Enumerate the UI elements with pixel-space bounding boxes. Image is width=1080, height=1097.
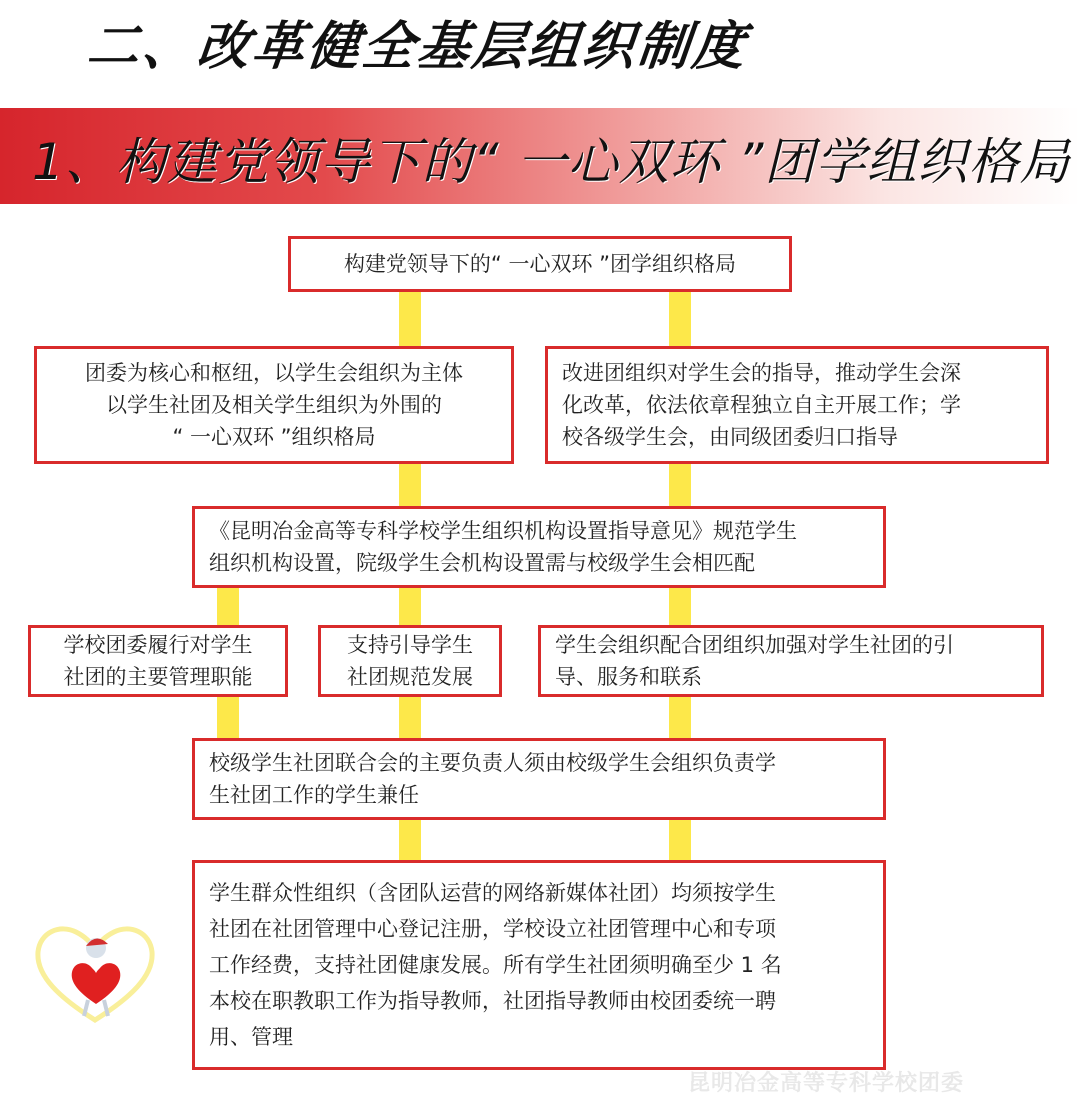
- watermark: 昆明冶金高等专科学校团委: [688, 1071, 965, 1096]
- page-title: 二、改革健全基层组织制度: [84, 17, 751, 77]
- connector-line: [669, 695, 691, 741]
- right-block-box: [545, 346, 1049, 464]
- box-line: 学生会组织配合团组织加强对学生社团的引: [555, 633, 954, 657]
- box-line: 社团的主要管理职能: [63, 665, 253, 689]
- connector-line: [217, 585, 239, 629]
- connector-line: [669, 290, 691, 350]
- connector-line: [399, 818, 421, 864]
- row3-right-box: [538, 625, 1044, 697]
- box-line: 本校在职教职工作为指导教师，社团指导教师由校团委统一聘: [209, 989, 776, 1013]
- box-line: 社团规范发展: [347, 665, 473, 689]
- box-line: 校级学生社团联合会的主要负责人须由校级学生会组织负责学: [209, 751, 776, 775]
- connector-line: [399, 462, 421, 510]
- box-line: 导、服务和联系: [555, 665, 702, 689]
- top-box: [288, 236, 792, 292]
- middle-block-box: [192, 506, 886, 588]
- row3-mid-box: [318, 625, 502, 697]
- box-line: 团委为核心和枢纽，以学生会组织为主体: [85, 361, 463, 385]
- bottom-box: [192, 860, 886, 1070]
- box-line: 《昆明冶金高等专科学校学生组织机构设置指导意见》规范学生: [209, 519, 797, 543]
- row3-left-box: [28, 625, 288, 697]
- left-block-box: [34, 346, 514, 464]
- box-line: 化改革，依法依章程独立自主开展工作；学: [562, 393, 961, 417]
- box-line: 生社团工作的学生兼任: [209, 783, 419, 807]
- top-box-text: 构建党领导下的“ 一心双环 ”团学组织格局: [343, 252, 737, 276]
- connector-line: [399, 695, 421, 741]
- box-line: 学校团委履行对学生: [63, 633, 253, 657]
- box-line: 支持引导学生: [347, 633, 473, 657]
- connector-line: [399, 585, 421, 629]
- row4-box: [192, 738, 886, 820]
- box-line: 组织机构设置，院级学生会机构设置需与校级学生会相匹配: [209, 551, 755, 575]
- box-line: 社团在社团管理中心登记注册，学校设立社团管理中心和专项: [209, 917, 776, 941]
- connector-line: [669, 462, 691, 510]
- section-banner-title: 1、构建党领导下的“ 一心双环 ”团学组织格局: [32, 133, 1071, 191]
- connector-line: [399, 290, 421, 350]
- connector-line: [669, 585, 691, 629]
- heart-mascot-icon: [30, 918, 160, 1028]
- box-line: 改进团组织对学生会的指导，推动学生会深: [562, 361, 961, 385]
- connector-line: [217, 695, 239, 741]
- box-line: 工作经费，支持社团健康发展。所有学生社团须明确至少 1 名: [209, 953, 782, 977]
- box-line: 学生群众性组织（含团队运营的网络新媒体社团）均须按学生: [209, 881, 776, 905]
- connector-line: [669, 818, 691, 864]
- box-line: 以学生社团及相关学生组织为外围的: [106, 393, 442, 417]
- box-line: 用、管理: [209, 1025, 293, 1049]
- box-line: 校各级学生会，由同级团委归口指导: [562, 425, 898, 449]
- box-line: “ 一心双环 ”组织格局: [172, 425, 376, 449]
